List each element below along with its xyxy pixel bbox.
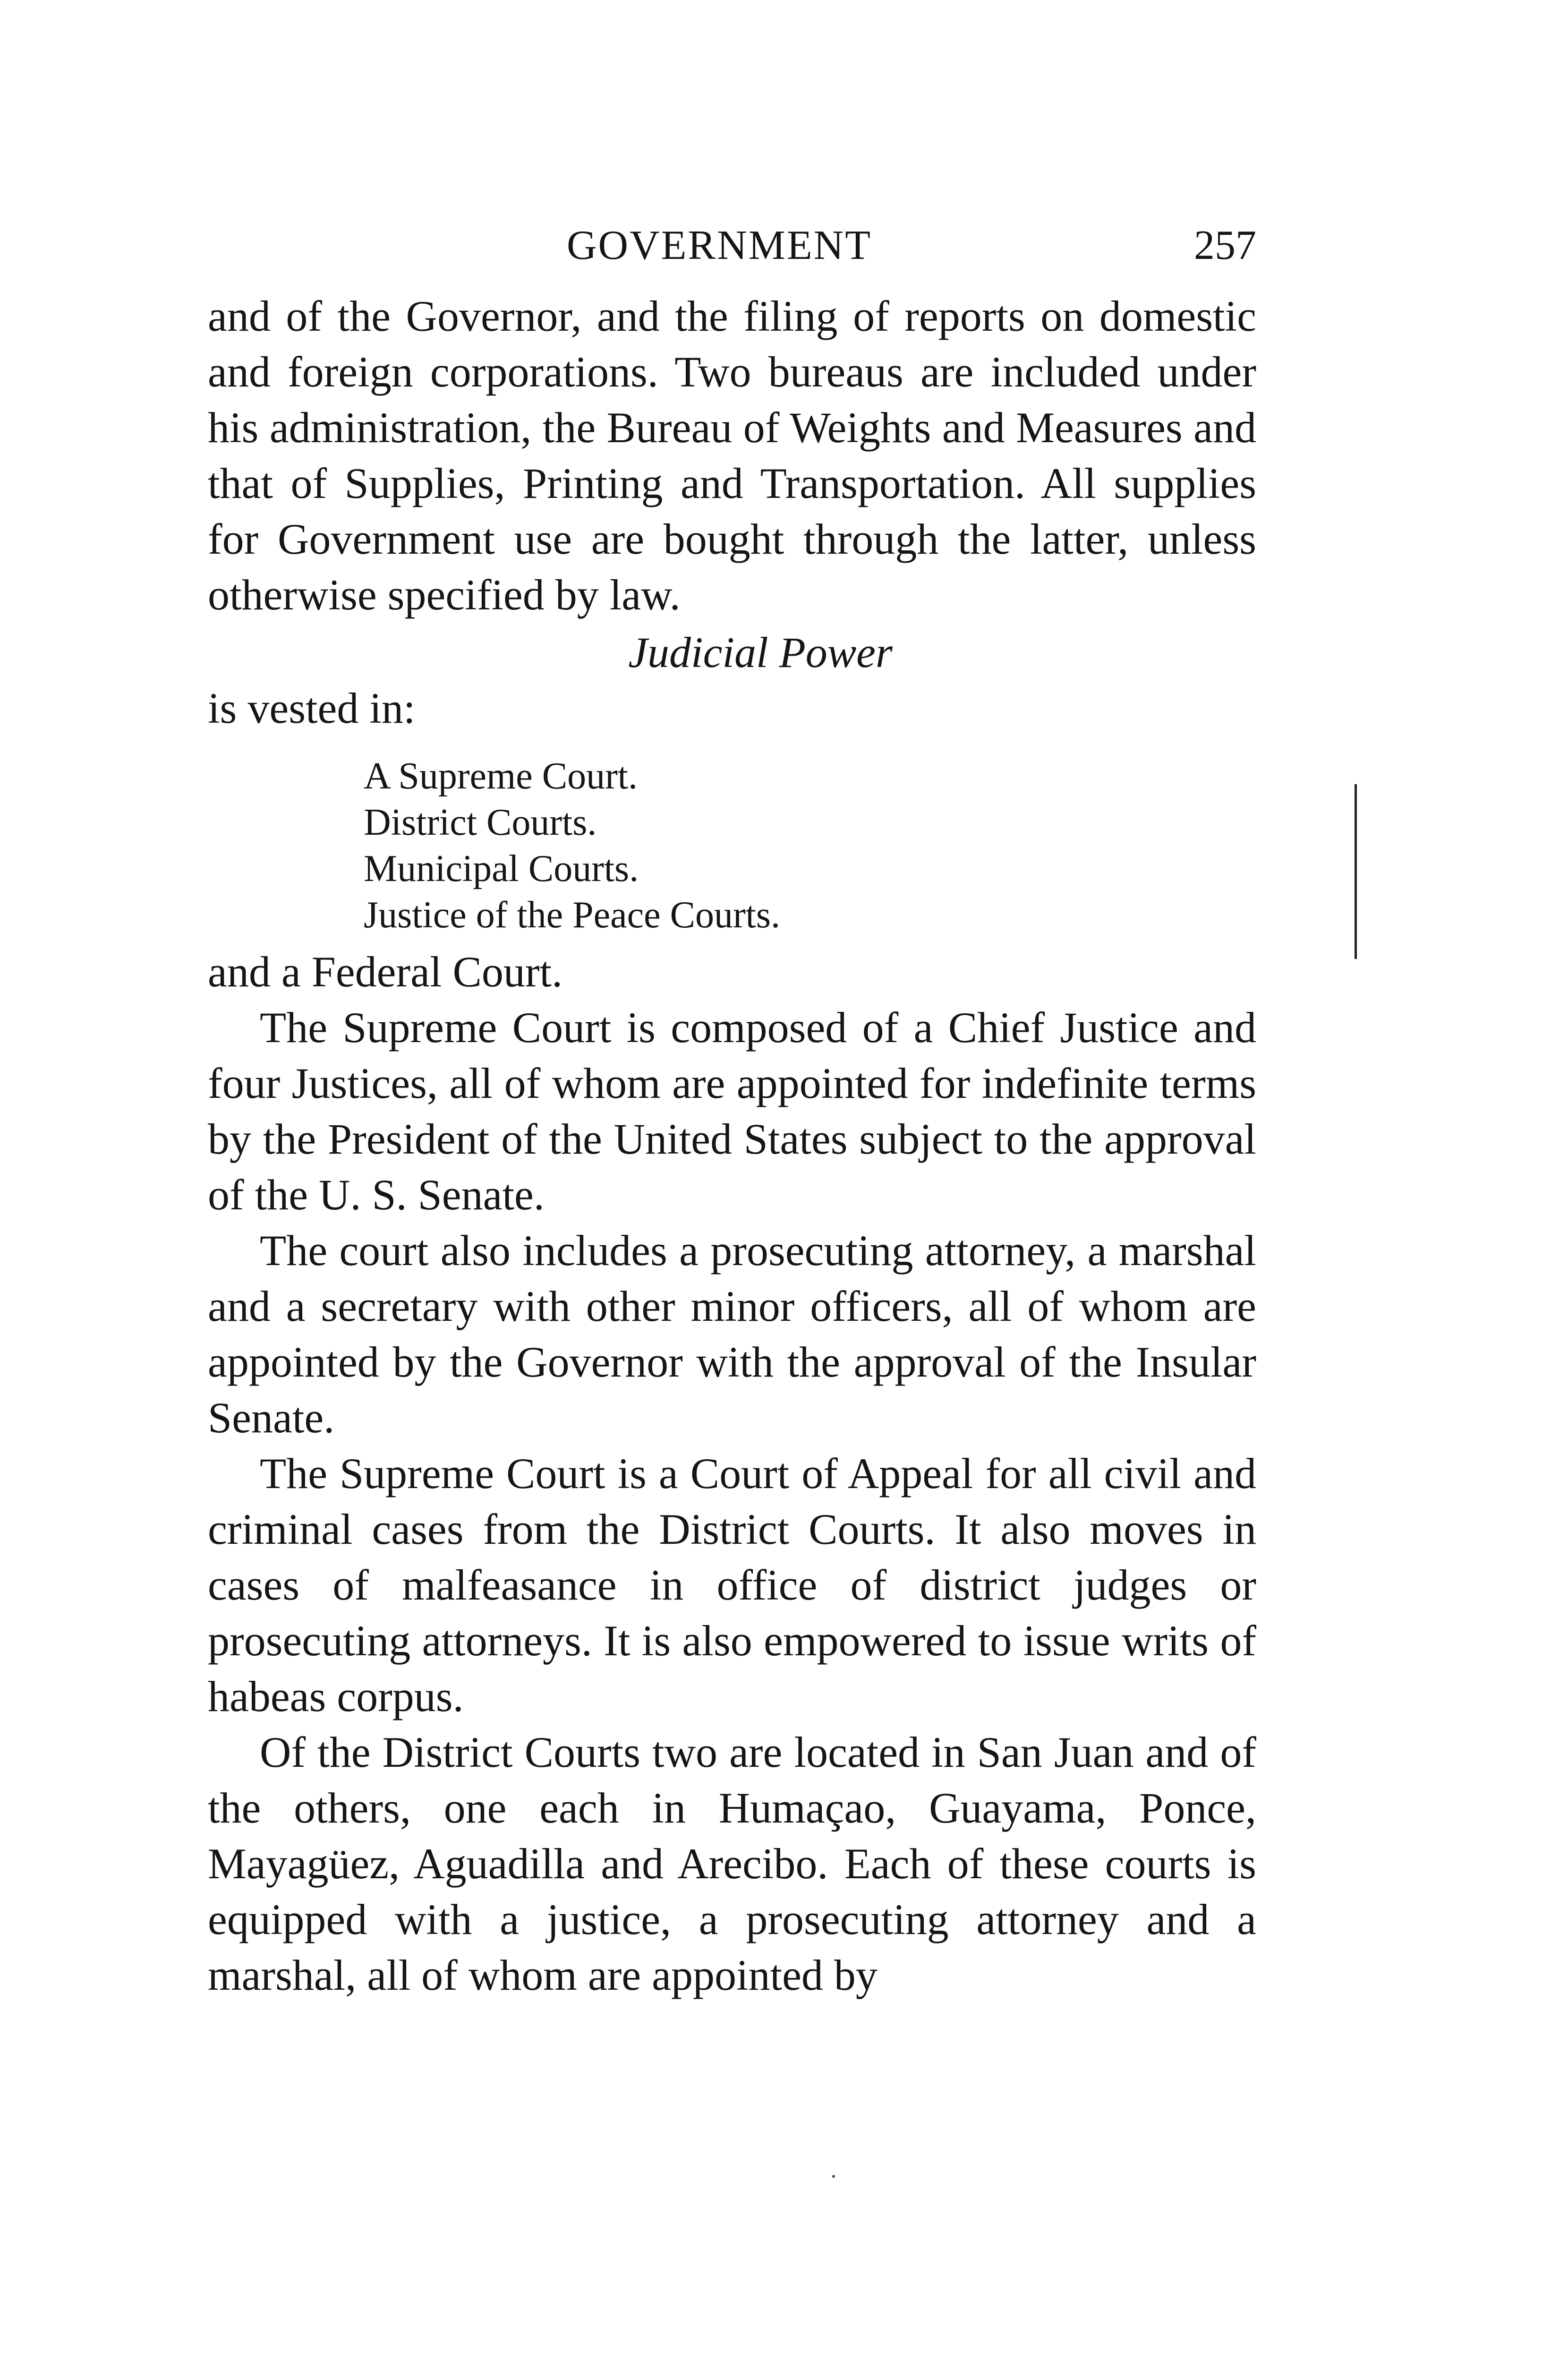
- page-number: 257: [1194, 223, 1256, 268]
- paragraph-district-courts: Of the District Courts two are located in San Juan and of the others, one each in Humaçao, Guayama, Ponce, Mayagüez, Aguadilla and Arecibo. Each of these courts is equipped with a justice, a prosecuting attorney and a marshal, all of whom are appointed by: [208, 1728, 1256, 1999]
- court-list: [208, 753, 1256, 938]
- list-item: A Supreme Court.: [364, 755, 638, 797]
- list-item: District Courts.: [364, 802, 597, 843]
- page-body: [208, 288, 1256, 2003]
- page-header: [208, 217, 1256, 274]
- margin-rule: [1355, 784, 1357, 959]
- vested-intro: is vested in:: [208, 684, 416, 732]
- list-item: Municipal Courts.: [364, 848, 639, 890]
- print-speck: [832, 2175, 835, 2178]
- paragraph-supreme-court-composition: The Supreme Court is composed of a Chief Justice and four Justices, all of whom are appointed for indefinite terms by the President of the United States subject to the approval of the U. S. Senate.: [208, 1003, 1256, 1219]
- federal-court-line: and a Federal Court.: [208, 948, 563, 996]
- list-item: Justice of the Peace Courts.: [364, 894, 780, 936]
- paragraph-continuation: and of the Governor, and the filing of reports on domestic and foreign corporations. Two bureaus are included under his administration, the Bureau of Weights and Measures and that of Supplies, Printing and Transportation. All supplies for Government use are bought through the latter, unless otherwise specified by law.: [208, 292, 1256, 619]
- section-heading: Judicial Power: [628, 628, 893, 676]
- paragraph-court-officers: The court also includes a prosecuting attorney, a marshal and a secretary with other minor officers, all of whom are appointed by the Governor with the approval of the Insular Senate.: [208, 1226, 1256, 1442]
- paragraph-court-of-appeal: The Supreme Court is a Court of Appeal for all civil and criminal cases from the District Courts. It also moves in cases of malfeasance in office of district judges or prosecuting attorneys. It is also empowered to issue writs of habeas corpus.: [208, 1449, 1256, 1720]
- running-head: GOVERNMENT: [567, 223, 872, 268]
